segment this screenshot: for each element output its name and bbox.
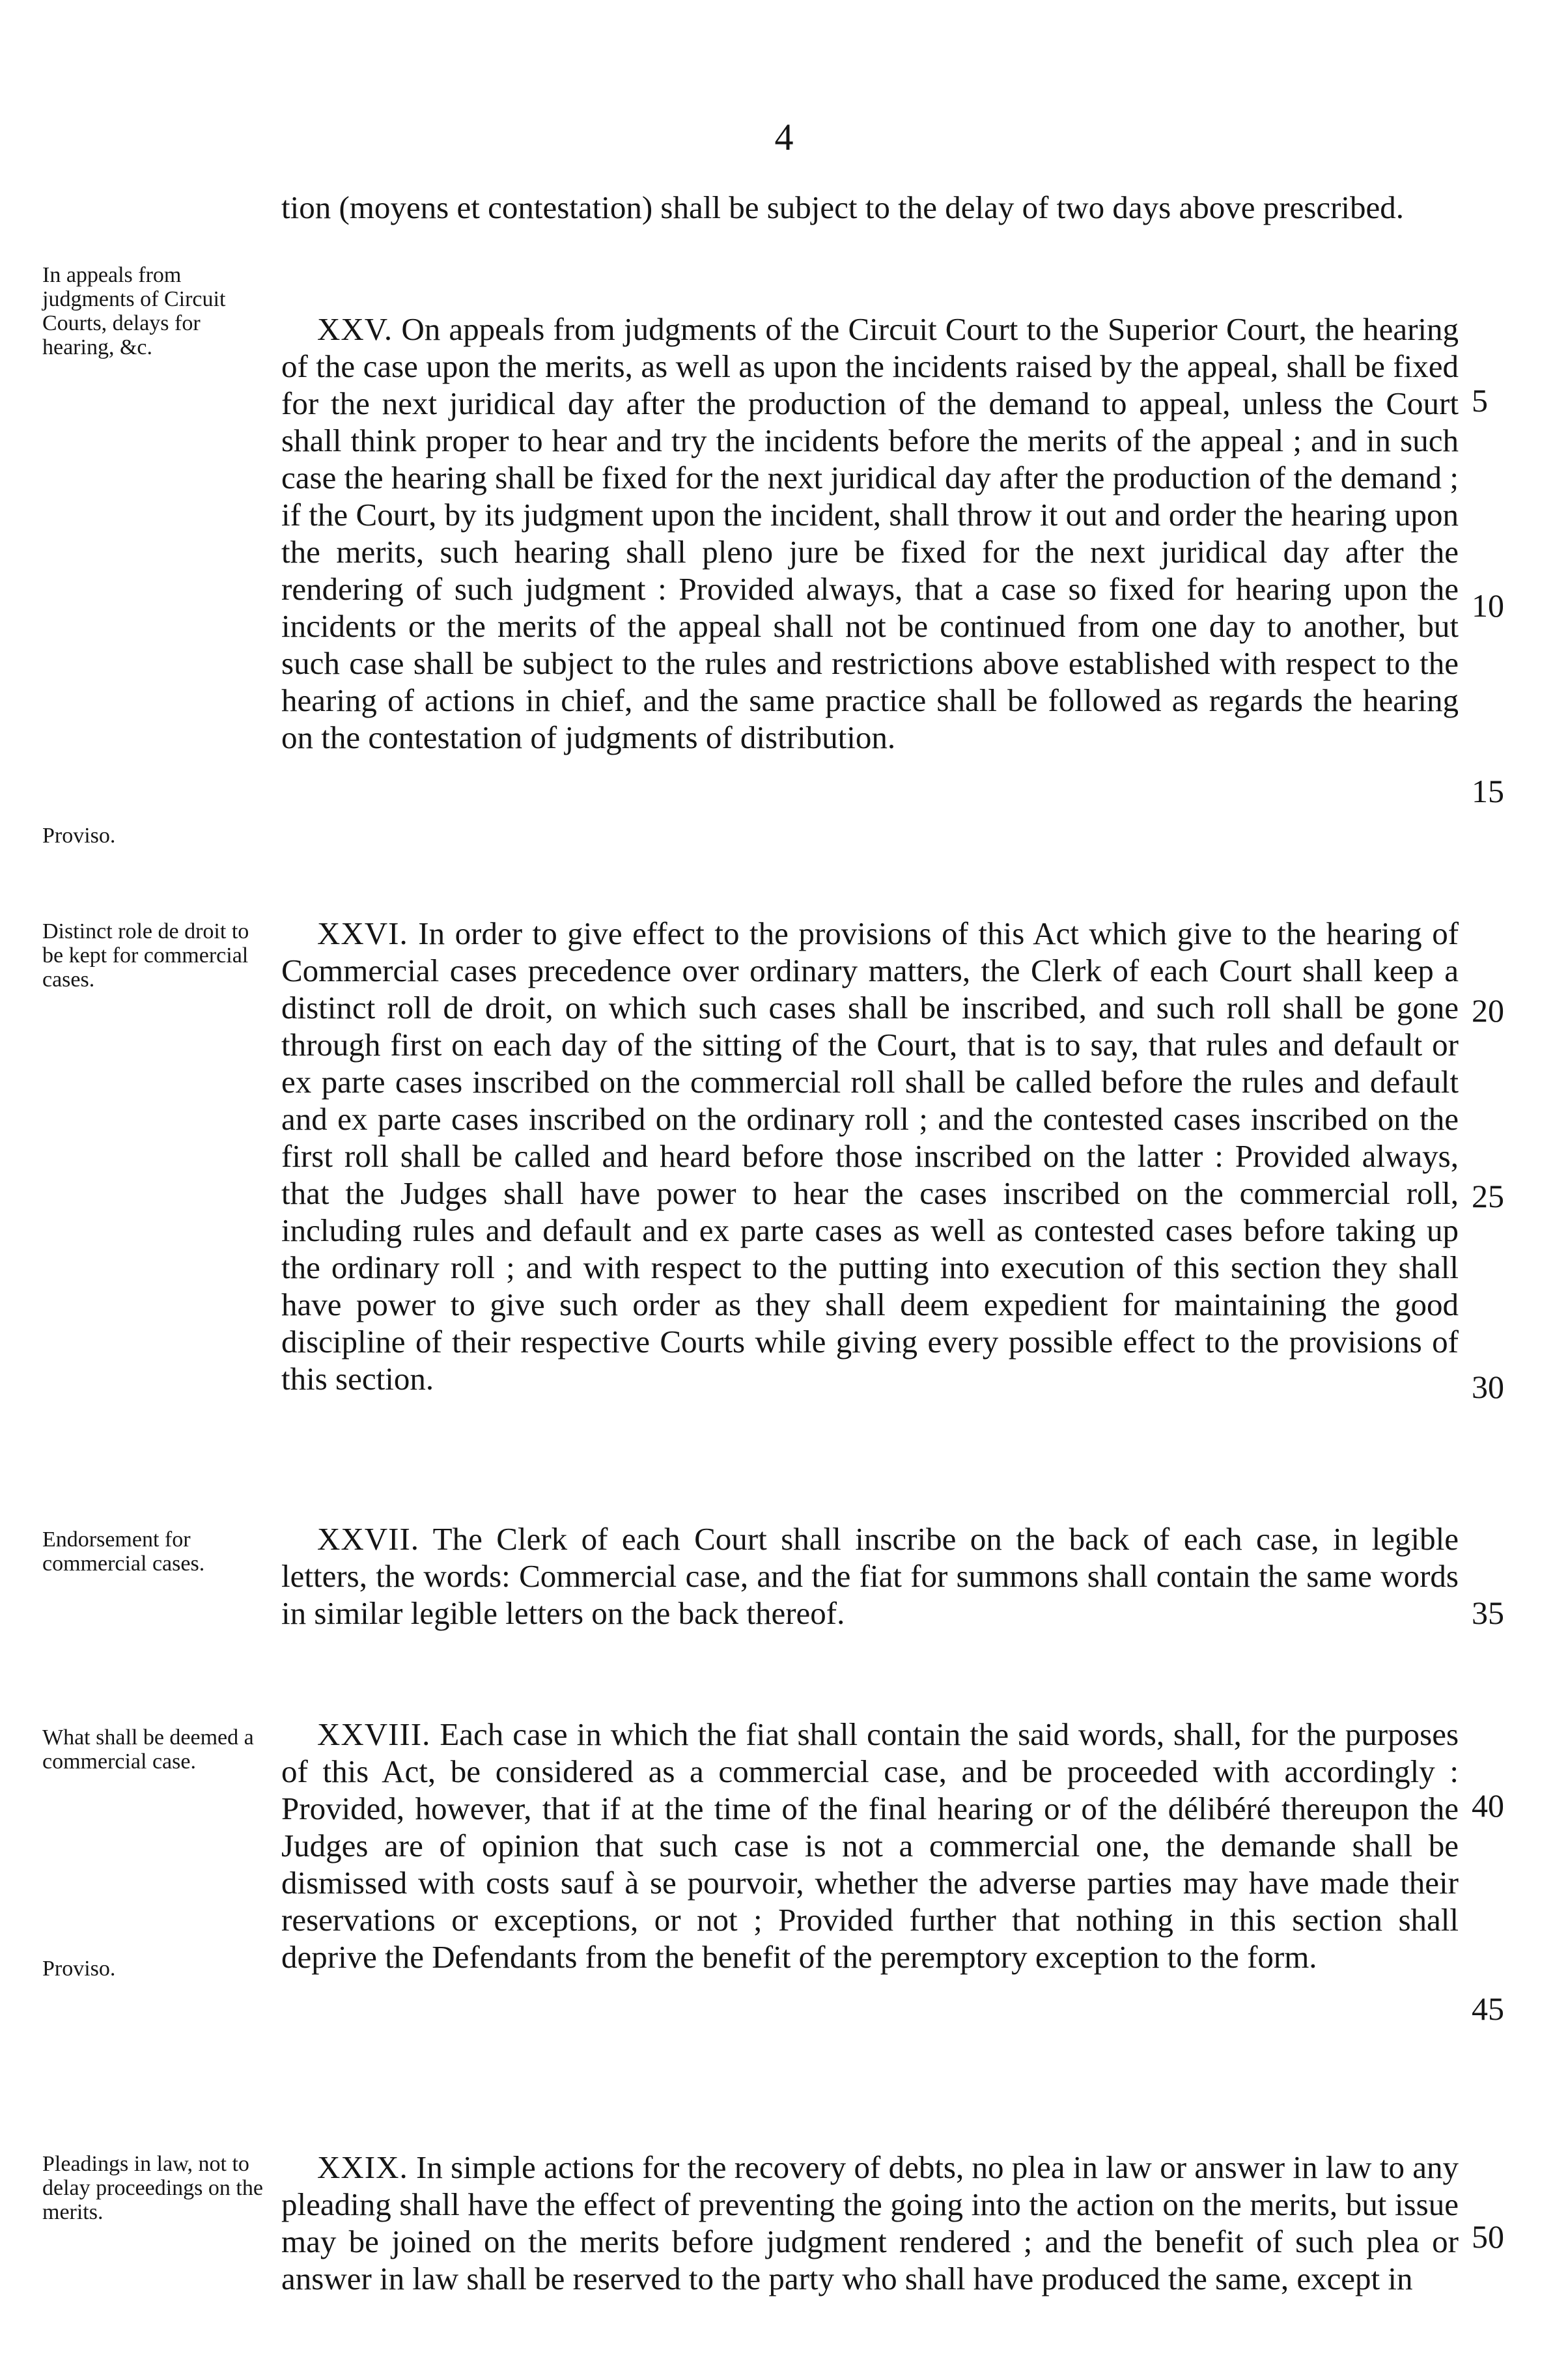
section-number: XXV. (317, 311, 393, 347)
section-number: XXVI. (317, 915, 408, 951)
margin-line-numbers (1472, 0, 1550, 2372)
sidenote-proviso: Proviso. (42, 1957, 116, 1981)
sidenote-endorsement: Endorsement for commercial cases. (42, 1528, 205, 1576)
section-text: On appeals from judgments of the Circuit Court to the Superior Court, the hearing of the case upon the merits, as well as upon the incidents raised by the appeal, shall be fixed for the next juridical day after the production of the demand to appeal, unless the Court shall think proper to hear and try the incidents before the merits of the appeal ; and in such case the hearing shall be fixed for the next juridical day after the production of the demand ; if the Court, by its judgment upon the incident, shall throw it out and order the hearing upon the merits, such hearing shall pleno jure be fixed for the next juridical day after the rendering of such judgment : Provided always, that a case so fixed for hearing upon the incidents or the merits of the appeal shall not be continued from one day to another, but such case shall be subject to the rules and restrictions above established with respect to the hearing of actions in chief, and the same practice shall be followed as regards the hearing on the contestation of judgments of distribution. (281, 311, 1459, 755)
sidenote-pleadings: Pleadings in law, not to delay proceedings on the merits. (42, 2152, 263, 2224)
line-number: 50 (1472, 2218, 1504, 2255)
section-text: In order to give effect to the provisions of this Act which give to the hearing of Commercial cases precedence over ordinary matters, the Clerk of each Court shall keep a distinct roll de droit, on which such cases shall be inscribed, and such roll shall be gone through first on each day of the sitting of the Court, that is to say, that rules and default or ex parte cases inscribed on the commercial roll shall be called before the rules and default and ex parte cases inscribed on the ordinary roll ; and the contested cases inscribed on the first roll shall be called and heard before those inscribed on the latter : Provided always, that the Judges shall have power to hear the cases inscribed on the commercial roll, including rules and default and ex parte cases as well as contested cases before taking up the ordinary roll ; and with respect to the putting into execution of this section they shall have power to give such order as they shall deem expedient for maintaining the good discipline of their respective Courts while giving every possible effect to the provisions of this section. (281, 915, 1459, 1397)
line-number: 10 (1472, 587, 1504, 624)
line-number: 30 (1472, 1369, 1504, 1405)
line-number: 35 (1472, 1595, 1504, 1631)
line-number: 15 (1472, 773, 1504, 809)
section-text: Each case in which the fiat shall contain the said words, shall, for the purposes of this Act, be considered as a commercial case, and be proceeded with accordingly : Provided, however, that if at the time of the final hearing or of the délibéré thereupon the Judges are of opinion that such case is not a commercial one, the demande shall be dismissed with costs sauf à se pourvoir, whether the adverse parties may have made their reservations or exceptions, or not ; Provided further that nothing in this section shall deprive the Defendants from the benefit of the peremptory exception to the form. (281, 1716, 1459, 1975)
opening-paragraph: tion (moyens et contestation) shall be subject to the delay of two days above prescribed. (281, 189, 1405, 225)
page-number: 4 (774, 116, 794, 158)
sidenote-distinct-role: Distinct role de droit to be kept for commercial cases. (42, 919, 249, 992)
line-number: 5 (1472, 382, 1488, 419)
section-number: XXVIII. (317, 1716, 431, 1752)
section-xxix (281, 2149, 1459, 2297)
sidenote-appeals: In appeals from judgments of Circuit Courts, delays for hearing, &c. (42, 263, 226, 359)
section-text: The Clerk of each Court shall inscribe on the back of each case, in legible letters, the words: Commercial case, and the fiat for summons shall contain the same words in similar legible letters on the back thereof. (281, 1521, 1459, 1631)
section-xxvi (281, 915, 1459, 1397)
line-number: 45 (1472, 1990, 1504, 2027)
section-xxvii (281, 1520, 1459, 1632)
section-number: XXIX. (317, 2149, 408, 2185)
section-number: XXVII. (317, 1521, 420, 1557)
line-number: 25 (1472, 1178, 1504, 1214)
section-text: In simple actions for the recovery of debts, no plea in law or answer in law to any pleading shall have the effect of preventing the going into the action on the merits, but issue may be joined on the merits before judgment rendered ; and the benefit of such plea or answer in law shall be reserved to the party who shall have produced the same, except in (281, 2149, 1459, 2296)
line-number: 20 (1472, 992, 1504, 1029)
section-xxv (281, 311, 1459, 756)
section-xxviii (281, 1716, 1459, 1975)
line-number: 40 (1472, 1787, 1504, 1824)
sidenote-proviso: Proviso. (42, 824, 116, 848)
sidenote-commercial-case: What shall be deemed a commercial case. (42, 1725, 254, 1774)
